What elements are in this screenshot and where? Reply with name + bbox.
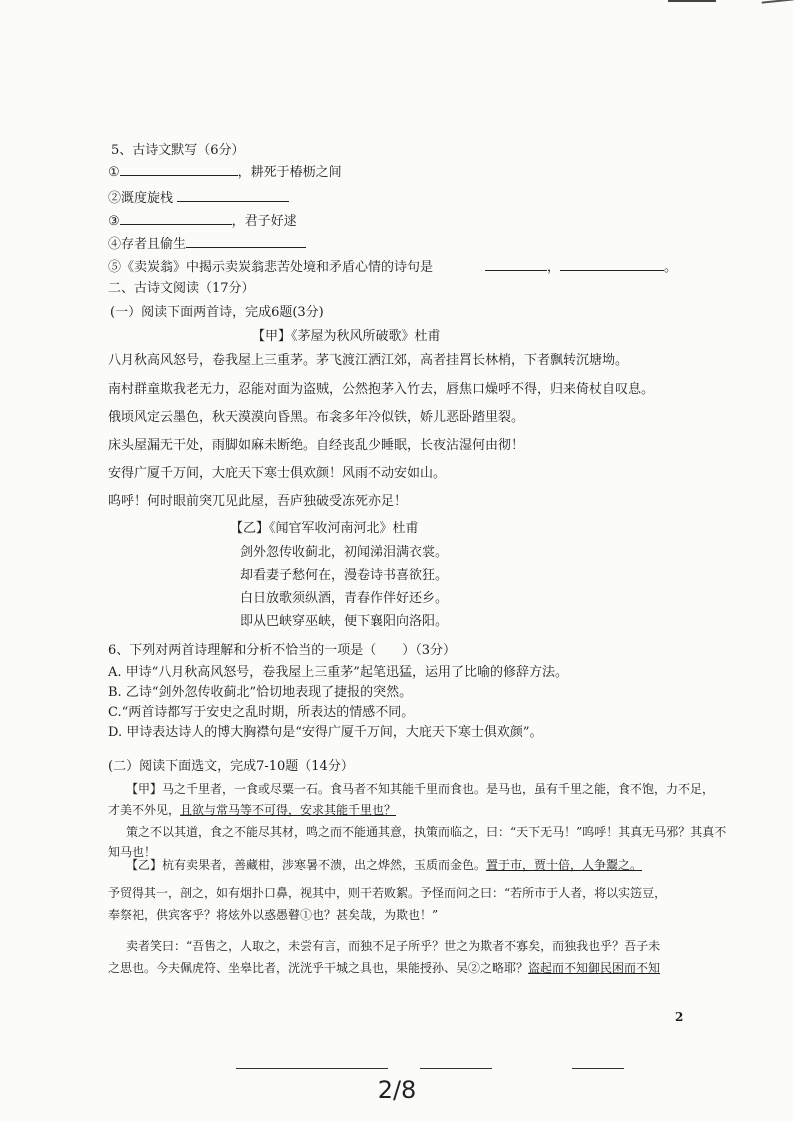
poem2-line: 却看妻子愁何在，漫卷诗书喜欲狂。 xyxy=(240,568,449,583)
answer-blank[interactable] xyxy=(120,163,238,176)
q5-item-1-num: ① xyxy=(108,165,120,180)
q5-item-4 xyxy=(108,235,306,254)
poem1-line: 俄顷风定云墨色，秋天漠漠向昏黑。布衾多年冷似铁，娇儿恶卧踏里裂。 xyxy=(108,410,525,425)
passage-jia-line: 策之不以其道，食之不能尽其材，鸣之而不能通其意，执策而临之，曰：“天下无马！”呜呼！其真无马邪？其真不 xyxy=(126,825,727,839)
page-number: 2 xyxy=(675,1010,684,1024)
scan-edge-mark xyxy=(762,0,794,10)
poem1-line: 呜呼！何时眼前突兀见此屋，吾庐独破受冻死亦足！ xyxy=(108,494,408,509)
part1-header: (一）阅读下面两首诗，完成6题(3分) xyxy=(110,305,324,320)
answer-blank[interactable] xyxy=(120,212,232,225)
passage-text: 才美不外见， xyxy=(108,803,181,817)
footer-rule xyxy=(236,1068,388,1069)
scan-edge-mark xyxy=(668,0,716,6)
poem1-line: 南村群童欺我老无力，忍能对面为盗贼，公然抱茅入竹去，唇焦口燥呼不得，归来倚杖自叹息。 xyxy=(108,382,655,397)
underlined-sentence: 盗起而不知御民困而不知 xyxy=(528,961,661,975)
passage-yi-line xyxy=(126,856,642,874)
passage-yi-line xyxy=(108,959,660,977)
q5-item-1 xyxy=(108,163,342,182)
q6-option-b[interactable]: B. 乙诗“剑外忽传收蓟北”恰切地表现了捷报的突然。 xyxy=(108,685,413,700)
poem2-title: 【乙】《闻官军收河南河北》杜甫 xyxy=(230,521,419,536)
part2-header: (二）阅读下面选文，完成7-10题（14分） xyxy=(108,759,354,774)
q6-option-a[interactable]: A. 甲诗“八月秋高风怒号，卷我屋上三重茅”起笔迅猛，运用了比喻的修辞方法。 xyxy=(108,665,568,680)
poem1-title: 【甲】《茅屋为秋风所破歌》杜甫 xyxy=(252,329,441,344)
answer-blank[interactable] xyxy=(186,235,306,248)
q5-item-3-text: ，君子好逑 xyxy=(231,214,297,229)
poem2-line: 白日放歌须纵酒，青春作伴好还乡。 xyxy=(240,591,449,606)
poem1-line: 八月秋高风怒号，卷我屋上三重茅。茅飞渡江洒江郊，高者挂罥长林梢，下者飘转沉塘坳。 xyxy=(108,353,629,368)
q5-item-5 xyxy=(108,258,677,277)
underlined-sentence: 且欲与常马等不可得，安求其能千里也？ xyxy=(180,803,397,817)
passage-yi-line: 卖者笑曰：“吾售之，人取之，未尝有言，而独不足子所乎？世之为欺者不寡矣，而独我也乎？吾子未 xyxy=(126,939,661,953)
q5-item-5-sep: ， xyxy=(547,260,561,275)
poem1-line: 床头屋漏无干处，雨脚如麻未断绝。自经丧乱少睡眠，长夜沾湿何由彻！ xyxy=(108,438,525,453)
q6-option-c[interactable]: C.“两首诗都写于安史之乱时期，所表达的情感不同。 xyxy=(108,705,415,720)
section2-header: 二、古诗文阅读（17分） xyxy=(108,281,255,296)
poem2-line: 剑外忽传收蓟北，初闻涕泪满衣裳。 xyxy=(240,545,449,560)
footer-rule xyxy=(572,1068,624,1069)
answer-blank[interactable] xyxy=(177,189,289,202)
passage-text: 之思也。今夫佩虎符、坐皋比者，洸洸乎干城之具也，果能授孙、吴②之略耶？ xyxy=(108,961,529,975)
q5-header: 5、古诗文默写（6分） xyxy=(111,143,245,158)
q6-stem: 6、下列对两首诗理解和分析不恰当的一项是（ ）（3分） xyxy=(108,643,457,658)
passage-jia-line xyxy=(108,801,396,819)
answer-blank[interactable] xyxy=(560,258,664,271)
passage-yi-line: 奉祭祀，供宾客乎？将炫外以惑愚瞽①也？甚矣哉，为欺也！” xyxy=(108,908,439,922)
poem2-line: 即从巴峡穿巫峡，便下襄阳向洛阳。 xyxy=(240,614,449,629)
q5-item-3-num: ③ xyxy=(108,214,120,229)
q5-item-5-end: 。 xyxy=(664,260,678,275)
passage-jia-line: 【甲】马之千里者，一食或尽粟一石。食马者不知其能千里而食也。是马也，虽有千里之能，食不饱，力不足， xyxy=(126,782,715,796)
q5-item-3 xyxy=(108,212,297,231)
poem1-line: 安得广厦千万间，大庇天下寒士俱欢颜！风雨不动安如山。 xyxy=(108,466,447,481)
q5-item-2-text: ②溉度旋栈 xyxy=(108,191,174,206)
passage-yi-line: 予贸得其一，剖之，如有烟扑口鼻，视其中，则干若败絮。予怪而问之曰：“若所市于人者，将以实笾豆， xyxy=(108,886,667,900)
answer-blank[interactable] xyxy=(485,258,547,271)
passage-text: 【乙】杭有卖果者，善藏柑，涉寒暑不溃，出之烨然，玉质而金色。 xyxy=(126,858,487,872)
page-count: 2/8 xyxy=(377,1076,417,1104)
q5-item-5-text: ⑤《卖炭翁》中揭示卖炭翁悲苦处境和矛盾心情的诗句是 xyxy=(108,260,434,275)
footer-rule xyxy=(420,1068,492,1069)
passage-jia-line: 知马也！ xyxy=(108,845,157,859)
q5-item-1-text: ，耕死于椿枥之间 xyxy=(237,165,342,180)
q5-item-4-text: ④存者且偷生 xyxy=(108,237,187,252)
q6-option-d[interactable]: D. 甲诗表达诗人的博大胸襟句是“安得广厦千万间，大庇天下寒士俱欢颜”。 xyxy=(108,725,543,740)
underlined-sentence: 置于市，贾十倍，人争鬻之。 xyxy=(486,858,643,872)
q5-item-2 xyxy=(108,189,289,208)
